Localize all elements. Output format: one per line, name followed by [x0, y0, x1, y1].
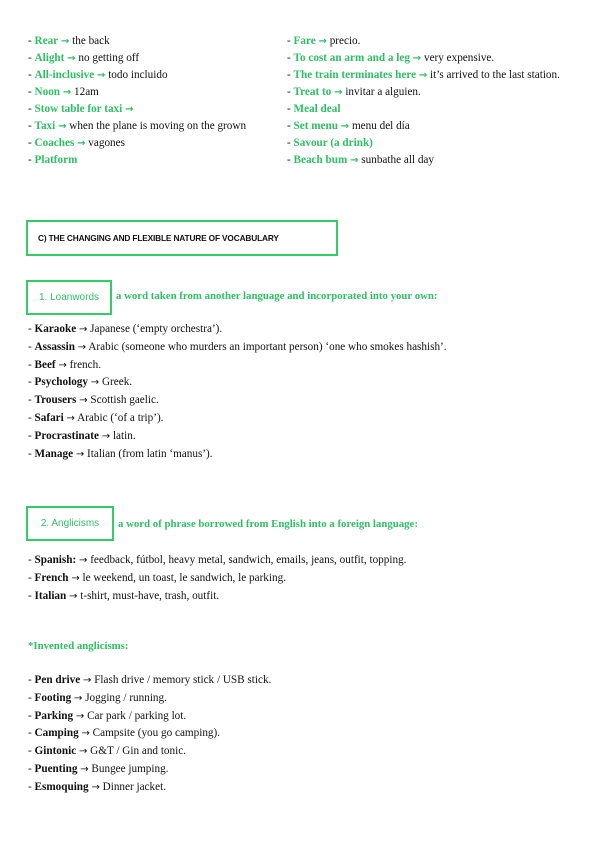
vocab-meaning: sunbathe all day — [361, 154, 434, 166]
arrow-icon: → — [83, 675, 92, 686]
vocab-term: Rear — [34, 35, 59, 47]
arrow-icon: → — [75, 710, 85, 722]
arrow-icon: → — [69, 590, 78, 602]
vocab-meaning: no getting off — [78, 52, 140, 64]
list-meaning: Jogging / running. — [85, 691, 167, 704]
list-item: - Beef → french. — [28, 358, 102, 371]
arrow-icon: → — [77, 341, 87, 353]
list-term: Gintonic — [34, 745, 77, 758]
vocab-term: Treat to — [293, 86, 332, 98]
list-item: - Psychology → Greek. — [28, 376, 133, 389]
vocab-row: - Platform — [28, 154, 78, 166]
arrow-icon: → — [75, 448, 85, 460]
vocab-row: - Savour (a drink) — [287, 137, 373, 149]
arrow-icon: → — [67, 53, 76, 64]
vocab-list-right — [287, 33, 597, 169]
vocab-row: - Coaches → vagones — [28, 137, 125, 149]
arrow-icon: → — [71, 572, 80, 584]
list-item: - Italian → t-shirt, must-have, trash, outfit. — [28, 589, 220, 602]
list-meaning: Greek. — [101, 376, 133, 389]
list-item: - Karaoke → Japanese (‘empty orchestra’). — [28, 323, 223, 335]
vocab-list-left — [28, 33, 290, 169]
arrow-icon: → — [66, 412, 75, 424]
vocab-meaning: vagones — [88, 137, 125, 149]
vocab-row: - Rear → the back — [28, 35, 110, 47]
arrow-icon: → — [97, 70, 106, 81]
list-term: Italian — [34, 589, 67, 602]
vocab-row: - All-inclusive → todo incluido — [28, 69, 168, 81]
arrow-icon: → — [81, 728, 90, 740]
list-meaning: t-shirt, must-have, trash, outfit. — [80, 589, 220, 602]
vocab-row: - Set menu → menu del día — [287, 120, 410, 132]
list-term: Psychology — [34, 376, 88, 389]
arrow-icon: → — [318, 36, 327, 47]
vocab-term: Platform — [34, 154, 78, 166]
list-meaning: Campsite (you go camping). — [92, 727, 221, 740]
loanwords-definition: a word taken from another language and incorporated into your own: — [116, 290, 438, 302]
arrow-icon: → — [90, 377, 100, 389]
arrow-icon: → — [74, 692, 83, 704]
arrow-icon: → — [412, 53, 422, 64]
loanwords-list — [28, 321, 447, 463]
list-item: - Pen drive → Flash drive / memory stick / USB stick. — [28, 674, 272, 686]
arrow-icon: → — [79, 395, 88, 407]
vocab-row: - The train terminates here → it’s arrived to the last station. — [287, 69, 560, 81]
list-item: - Footing → Jogging / running. — [28, 691, 167, 704]
arrow-icon: → — [334, 87, 343, 98]
anglicisms-definition: a word of phrase borrowed from English into a foreign language: — [118, 518, 418, 530]
vocab-row: - To cost an arm and a leg → very expensive. — [287, 52, 495, 64]
list-term: Safari — [34, 411, 64, 424]
vocab-meaning: 12am — [74, 86, 99, 98]
vocab-term: Noon — [34, 86, 61, 98]
vocab-row: - Meal deal — [287, 103, 341, 115]
list-meaning: Arabic (‘of a trip’). — [77, 411, 164, 424]
vocab-term: Beach bum — [293, 154, 348, 166]
vocab-meaning: invitar a alguien. — [345, 86, 421, 98]
list-meaning: Bungee jumping. — [91, 762, 169, 775]
vocab-meaning: when the plane is moving on the grown — [69, 120, 247, 132]
arrow-icon: → — [101, 430, 111, 442]
arrow-icon: → — [350, 155, 359, 166]
vocab-row: - Alight → no getting off — [28, 52, 140, 64]
list-term: Puenting — [34, 762, 78, 775]
list-term: Trousers — [34, 394, 77, 407]
arrow-icon: → — [80, 763, 89, 775]
vocab-term: Set menu — [293, 120, 338, 132]
list-meaning: latin. — [112, 429, 136, 442]
arrow-icon: → — [125, 104, 134, 115]
list-term: Beef — [34, 358, 56, 371]
list-item: - Camping → Campsite (you go camping). — [28, 727, 221, 740]
vocab-term: Savour (a drink) — [293, 137, 373, 149]
list-item: - Safari → Arabic (‘of a trip’). — [28, 411, 164, 424]
section-c-heading — [26, 220, 338, 256]
vocab-row: - Stow table for taxi → — [28, 103, 134, 115]
list-item: - Trousers → Scottish gaelic. — [28, 394, 159, 407]
arrow-icon: → — [91, 781, 100, 793]
vocab-row: - Noon → 12am — [28, 86, 99, 98]
list-meaning: Japanese (‘empty orchestra’). — [90, 323, 223, 335]
arrow-icon: → — [78, 746, 88, 758]
vocab-meaning: it’s arrived to the last station. — [430, 69, 560, 81]
vocab-row: - Taxi → when the plane is moving on the grown — [28, 120, 247, 132]
list-term: Parking — [34, 709, 74, 722]
loanwords-label-box — [26, 280, 112, 315]
list-term: Procrastinate — [34, 429, 99, 442]
anglicisms-label-box — [26, 506, 114, 541]
anglicisms-label: 2. Anglicisms — [40, 518, 100, 529]
list-item: - French → le weekend, un toast, le sandwich, le parking. — [28, 571, 286, 584]
list-term: Assassin — [34, 340, 75, 353]
vocab-meaning: precio. — [329, 35, 361, 47]
vocab-term: Stow table for taxi — [34, 103, 123, 115]
vocab-term: Coaches — [34, 137, 75, 149]
list-meaning: french. — [69, 358, 102, 371]
list-item: - Procrastinate → latin. — [28, 429, 136, 442]
list-meaning: Scottish gaelic. — [90, 394, 159, 407]
vocab-row: - Beach bum → sunbathe all day — [287, 154, 434, 166]
arrow-icon: → — [418, 70, 428, 81]
vocab-term: Alight — [34, 52, 65, 64]
vocab-meaning: menu del día — [351, 120, 410, 132]
section-c-title: C) THE CHANGING AND FLEXIBLE NATURE OF VOCABULARY — [38, 233, 279, 243]
list-term: Spanish: — [34, 554, 77, 566]
arrow-icon: → — [78, 324, 88, 335]
arrow-icon: → — [340, 121, 350, 132]
list-term: Manage — [34, 447, 74, 460]
vocab-term: To cost an arm and a leg — [293, 52, 410, 64]
list-term: Footing — [34, 691, 72, 704]
vocab-meaning: the back — [72, 35, 110, 47]
vocab-row: - Fare → precio. — [287, 35, 361, 47]
vocab-term: Fare — [293, 35, 316, 47]
invented-anglicisms-list — [28, 672, 271, 797]
arrow-icon: → — [58, 359, 67, 371]
arrow-icon: → — [58, 121, 67, 132]
list-item: - Esmoquing → Dinner jacket. — [28, 780, 166, 793]
list-term: Karaoke — [34, 323, 77, 335]
list-meaning: Car park / parking lot. — [87, 709, 187, 722]
list-term: Camping — [34, 727, 79, 740]
list-item: - Spanish: → feedback, fútbol, heavy metal, sandwich, emails, jeans, outfit, topping. — [28, 554, 407, 566]
list-meaning: G&T / Gin and tonic. — [90, 745, 186, 758]
list-term: Pen drive — [34, 674, 81, 686]
list-item: - Manage → Italian (from latin ‘manus’). — [28, 447, 213, 460]
arrow-icon: → — [79, 555, 88, 566]
list-meaning: Arabic (someone who murders an important person) ‘one who smokes hashish’. — [88, 340, 447, 353]
arrow-icon: → — [60, 36, 70, 47]
vocab-term: Meal deal — [293, 103, 341, 115]
arrow-icon: → — [77, 138, 86, 149]
list-meaning: Flash drive / memory stick / USB stick. — [94, 674, 272, 686]
list-meaning: le weekend, un toast, le sandwich, le parking. — [82, 571, 286, 584]
list-item: - Gintonic → G&T / Gin and tonic. — [28, 745, 186, 758]
vocab-term: The train terminates here — [293, 69, 417, 81]
list-term: Esmoquing — [34, 780, 89, 793]
vocab-row: - Treat to → invitar a alguien. — [287, 86, 421, 98]
list-item: - Parking → Car park / parking lot. — [28, 709, 187, 722]
vocab-meaning: very expensive. — [423, 52, 495, 64]
list-item: - Puenting → Bungee jumping. — [28, 762, 169, 775]
anglicisms-list — [28, 552, 406, 605]
loanwords-label: 1. Loanwords — [38, 292, 100, 303]
list-term: French — [34, 571, 69, 584]
invented-anglicisms-heading: *Invented anglicisms: — [28, 640, 129, 652]
vocab-meaning: todo incluido — [108, 69, 168, 81]
arrow-icon: → — [62, 87, 72, 98]
list-meaning: Dinner jacket. — [102, 780, 166, 793]
vocab-term: All-inclusive — [34, 69, 95, 81]
list-item: - Assassin → Arabic (someone who murders an important person) ‘one who smokes hashish’. — [28, 340, 447, 353]
list-meaning: feedback, fútbol, heavy metal, sandwich, emails, jeans, outfit, topping. — [90, 554, 407, 566]
list-meaning: Italian (from latin ‘manus’). — [87, 447, 213, 460]
vocab-term: Taxi — [34, 120, 56, 132]
